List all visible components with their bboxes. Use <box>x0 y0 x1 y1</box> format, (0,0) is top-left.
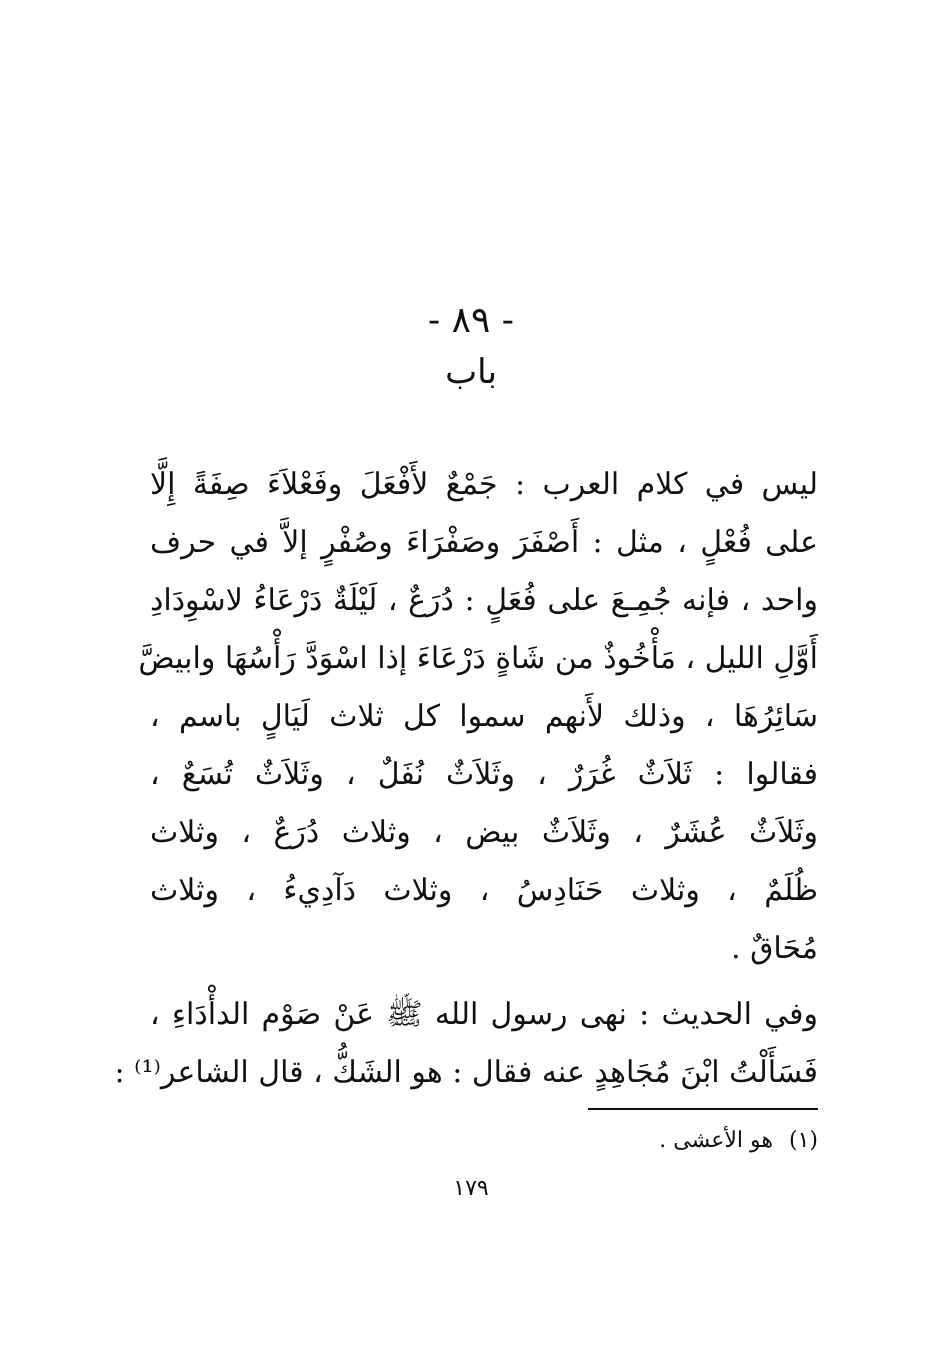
paragraph <box>138 456 818 978</box>
text-line: على فُعْلٍ ، مثل : أَصْفَرَ وصَفْرَاءَ وصُفْرٍ إلاَّ في حرف <box>150 525 818 560</box>
paragraph-spacer <box>150 978 818 986</box>
text-line: سَائِرُهَا ، وذلك لأَنهم سموا كل ثلاث لَيَالٍ باسم ، <box>150 699 818 734</box>
text-line: واحد ، فإنه جُمِـعَ على فُعَلٍ : دُرَعٌ ، لَيْلَةٌ دَرْعَاءُ لاسْوِدَادِ <box>150 583 818 618</box>
footnote <box>150 1122 818 1160</box>
text-line: فَسَأَلْتُ ابْنَ مُجَاهِدٍ عنه فقال : هو الشَكُّ ، قال الشاعر⁽¹⁾ : <box>114 1055 818 1090</box>
footnote-marker: (١) <box>788 1128 818 1153</box>
footnote-text: هو الأعشى . <box>659 1128 773 1153</box>
text-line: وثَلاَثٌ عُشَرٌ ، وثَلاَثٌ بيض ، وثلاث دُرَعٌ ، وثلاث <box>150 815 818 850</box>
text-line: أَوَّلِ الليل ، مَأْخُوذٌ من شَاةٍ دَرْعَاءَ إذا اسْوَدَّ رَأْسُهَا وابيضَّ <box>138 641 818 676</box>
footnote-divider <box>588 1108 818 1110</box>
body-text <box>114 456 818 1102</box>
section-number: - ٨٩ - <box>428 300 514 341</box>
section-title: باب <box>445 352 497 392</box>
text-line: مُحَاقٌ . <box>731 931 818 966</box>
text-line: وفي الحديث : نهى رسول الله ﷺ عَنْ صَوْم الدأْدَاءِ ، <box>150 997 818 1032</box>
page-number: ١٧٩ <box>453 1176 489 1201</box>
paragraph <box>114 986 818 1102</box>
text-line: ظُلَمٌ ، وثلاث حَنَادِسُ ، وثلاث دَآدِيءُ ، وثلاث <box>150 873 818 908</box>
text-line: فقالوا : ثَلاَثٌ غُرَرٌ ، وثَلاَثٌ نُفَلٌ ، وثَلاَثٌ تُسَعٌ ، <box>150 757 818 792</box>
text-line: ليس في كلام العرب : جَمْعٌ لأَفْعَلَ وفَعْلاَءَ صِفَةً إِلَّا <box>150 467 818 502</box>
